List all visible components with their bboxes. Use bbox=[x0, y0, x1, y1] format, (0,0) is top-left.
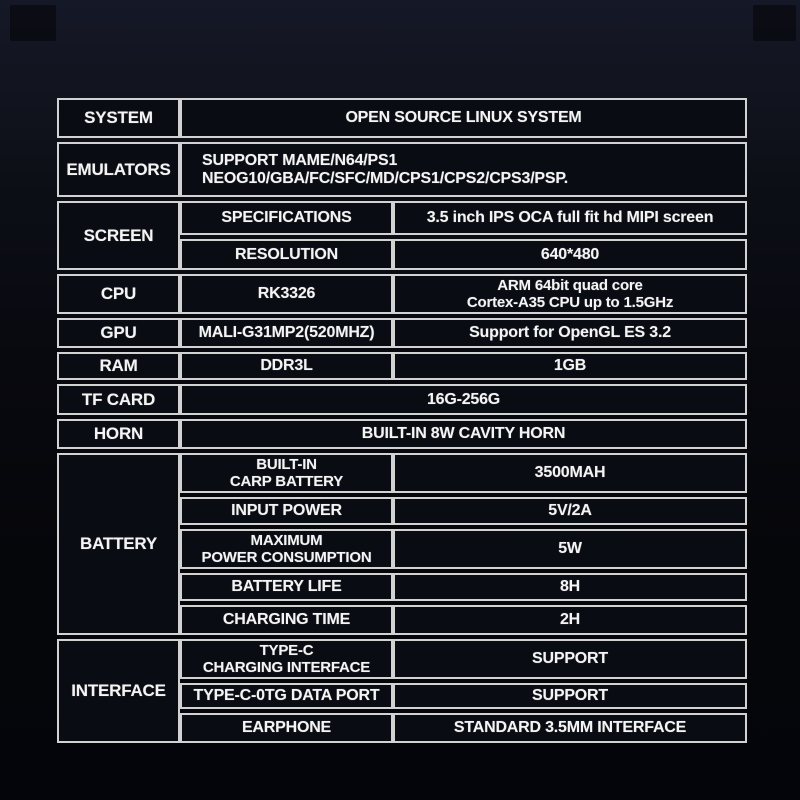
value-max-power: 5W bbox=[393, 529, 747, 569]
category-cpu: CPU bbox=[57, 274, 180, 314]
label-specifications: SPECIFICATIONS bbox=[180, 201, 393, 235]
value-battery-capacity: 3500MAH bbox=[393, 453, 747, 493]
category-gpu: GPU bbox=[57, 318, 180, 348]
category-battery: BATTERY bbox=[57, 453, 180, 635]
value-system: OPEN SOURCE LINUX SYSTEM bbox=[180, 98, 747, 138]
cpu-desc-line1: ARM 64bit quad core bbox=[497, 277, 643, 294]
table-row-cpu bbox=[57, 274, 747, 314]
category-emulators: EMULATORS bbox=[57, 142, 180, 197]
max-power-label-line1: MAXIMUM bbox=[250, 532, 323, 549]
table-row-ram bbox=[57, 352, 747, 380]
value-tf-card: 16G-256G bbox=[180, 384, 747, 415]
value-cpu-desc bbox=[393, 274, 747, 314]
value-cpu-chip: RK3326 bbox=[180, 274, 393, 314]
label-battery-capacity bbox=[180, 453, 393, 493]
typec-label-line2: CHARGING INTERFACE bbox=[202, 659, 371, 676]
label-otg-port: TYPE-C-0TG DATA PORT bbox=[180, 683, 393, 709]
value-emulators bbox=[180, 142, 747, 197]
value-battery-life: 8H bbox=[393, 573, 747, 601]
value-horn: BUILT-IN 8W CAVITY HORN bbox=[180, 419, 747, 449]
emulators-line1: SUPPORT MAME/N64/PS1 bbox=[202, 151, 398, 169]
category-tf-card: TF CARD bbox=[57, 384, 180, 415]
decor-dark-square-left bbox=[10, 5, 56, 41]
value-earphone: STANDARD 3.5MM INTERFACE bbox=[393, 713, 747, 743]
battery-capacity-label-line1: BUILT-IN bbox=[256, 456, 317, 473]
label-max-power bbox=[180, 529, 393, 569]
value-gpu-desc: Support for OpenGL ES 3.2 bbox=[393, 318, 747, 348]
table-row-horn bbox=[57, 419, 747, 449]
decor-dark-square-right bbox=[753, 5, 796, 41]
category-ram: RAM bbox=[57, 352, 180, 380]
category-screen: SCREEN bbox=[57, 201, 180, 270]
label-input-power: INPUT POWER bbox=[180, 497, 393, 525]
typec-label-line1: TYPE-C bbox=[259, 642, 314, 659]
battery-capacity-label-line2: CARP BATTERY bbox=[229, 473, 344, 490]
value-otg-port: SUPPORT bbox=[393, 683, 747, 709]
label-battery-life: BATTERY LIFE bbox=[180, 573, 393, 601]
category-system: SYSTEM bbox=[57, 98, 180, 138]
value-ram-size: 1GB bbox=[393, 352, 747, 380]
value-ram-chip: DDR3L bbox=[180, 352, 393, 380]
value-typec-charging: SUPPORT bbox=[393, 639, 747, 679]
value-specifications: 3.5 inch IPS OCA full fit hd MIPI screen bbox=[393, 201, 747, 235]
category-horn: HORN bbox=[57, 419, 180, 449]
table-row-tf-card bbox=[57, 384, 747, 415]
table-row-screen-specifications bbox=[57, 201, 747, 235]
table-row-system bbox=[57, 98, 747, 138]
spec-table bbox=[57, 94, 747, 747]
table-row-emulators bbox=[57, 142, 747, 197]
table-row-gpu bbox=[57, 318, 747, 348]
value-gpu-chip: MALI-G31MP2(520MHZ) bbox=[180, 318, 393, 348]
table-row-typec-charging bbox=[57, 639, 747, 679]
max-power-label-line2: POWER CONSUMPTION bbox=[201, 549, 372, 566]
cpu-desc-line2: Cortex-A35 CPU up to 1.5GHz bbox=[466, 294, 674, 311]
value-charging-time: 2H bbox=[393, 605, 747, 635]
value-input-power: 5V/2A bbox=[393, 497, 747, 525]
label-charging-time: CHARGING TIME bbox=[180, 605, 393, 635]
label-resolution: RESOLUTION bbox=[180, 239, 393, 270]
label-typec-charging bbox=[180, 639, 393, 679]
table-row-battery-capacity bbox=[57, 453, 747, 493]
value-resolution: 640*480 bbox=[393, 239, 747, 270]
emulators-line2: NEOG10/GBA/FC/SFC/MD/CPS1/CPS2/CPS3/PSP. bbox=[202, 169, 569, 187]
category-interface: INTERFACE bbox=[57, 639, 180, 743]
label-earphone: EARPHONE bbox=[180, 713, 393, 743]
